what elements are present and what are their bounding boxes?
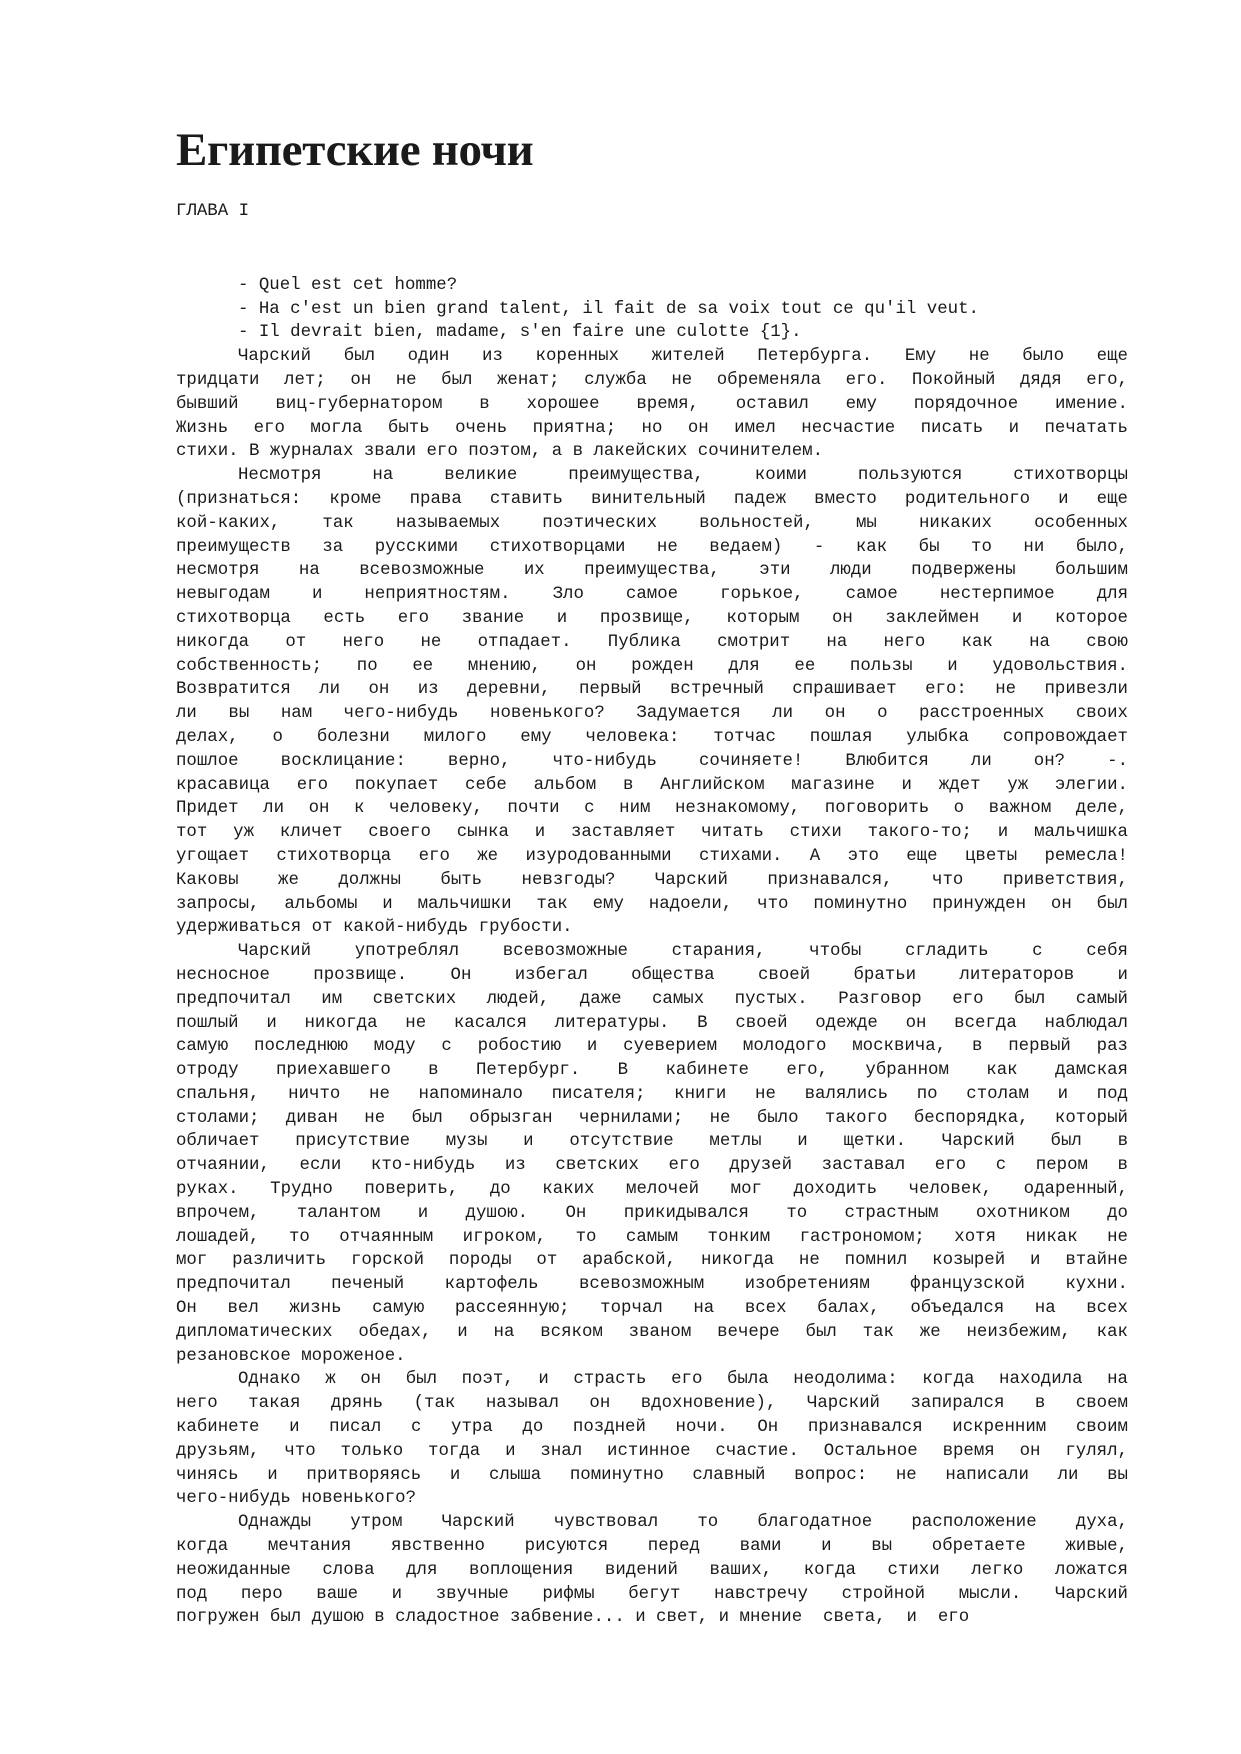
paragraph-line: Несмотря на великие преимущества, коими пользуются стихотворцы: [238, 466, 1128, 486]
chapter-heading: ГЛАВА I: [176, 202, 250, 221]
paragraph-line: кой-каких, так называемых поэтических вольностей, мы никаких особенных: [176, 513, 1128, 533]
paragraph-line: когда мечтания явственно рисуются перед вами и вы обретаете живые,: [176, 1537, 1128, 1557]
paragraph-line: столами; диван не был обрызган чернилами; не было такого беспорядка, который: [176, 1108, 1128, 1128]
paragraph-line: спальня, ничто не напоминало писателя; книги не валялись по столам и под: [176, 1084, 1128, 1104]
paragraph-line: запросы, альбомы и мальчишки так ему надоели, что поминутно принужден он был: [176, 894, 1128, 914]
paragraph-line: Однако ж он был поэт, и страсть его была неодолима: когда находила на: [238, 1370, 1128, 1390]
paragraph: [176, 940, 1128, 1368]
paragraph-line: предпочитал им светских людей, даже самых пустых. Разговор его был самый: [176, 989, 1128, 1009]
paragraph-line: Чарский был один из коренных жителей Петербурга. Ему не было еще: [238, 347, 1128, 367]
document-body: [176, 274, 1128, 1630]
paragraph-line: тридцати лет; он не был женат; служба не обременяла его. Покойный дядя его,: [176, 370, 1128, 390]
dialogue-line: - Il devrait bien, madame, s'en faire une culotte {1}.: [238, 323, 802, 343]
paragraph-line: погружен был душою в сладостное забвение... и свет, и мнение света, и его: [176, 1608, 970, 1628]
paragraph-line: чинясь и притворяясь и слыша поминутно славный вопрос: не написали ли вы: [176, 1465, 1128, 1485]
document-title: Египетские ночи: [176, 124, 534, 176]
paragraph-line: преимуществ за русскими стихотворцами не ведаем) - как бы то ни было,: [176, 537, 1128, 557]
paragraph-line: друзьям, что только тогда и знал истинное счастие. Остальное время он гулял,: [176, 1441, 1128, 1461]
paragraph-line: никогда от него не отпадает. Публика смотрит на него как на свою: [176, 632, 1128, 652]
paragraph-line: неожиданные слова для воплощения видений ваших, когда стихи легко ложатся: [176, 1560, 1128, 1580]
paragraph-line: обличает присутствие музы и отсутствие метлы и щетки. Чарский был в: [176, 1132, 1128, 1152]
paragraph-line: Он вел жизнь самую рассеянную; торчал на всех балах, объедался на всех: [176, 1299, 1128, 1319]
paragraph-line: Возвратится ли он из деревни, первый встречный спрашивает его: не привезли: [176, 680, 1128, 700]
paragraph-line: стихотворца есть его звание и прозвище, которым он заклеймен и которое: [176, 608, 1128, 628]
paragraphs: [176, 345, 1128, 1630]
document-page: [176, 120, 1128, 1630]
paragraph-line: стихи. В журналах звали его поэтом, а в лакейских сочинителем.: [176, 442, 824, 462]
paragraph-line: (признаться: кроме права ставить винительный падеж вместо родительного и еще: [176, 489, 1128, 509]
paragraph-line: делах, о болезни милого ему человека: тотчас пошлая улыбка сопровождает: [176, 727, 1128, 747]
paragraph-line: отчаянии, если кто-нибудь из светских его друзей заставал его с пером в: [176, 1156, 1128, 1176]
paragraph-line: удерживаться от какой-нибудь грубости.: [176, 918, 573, 938]
paragraph-line: несносное прозвище. Он избегал общества своей братьи литераторов и: [176, 965, 1128, 985]
paragraph-line: несмотря на всевозможные их преимущества, эти люди подвержены большим: [176, 561, 1128, 581]
paragraph-line: Придет ли он к человеку, почти с ним незнакомому, поговорить о важном деле,: [176, 799, 1128, 819]
paragraph-line: красавица его покупает себе альбом в Английском магазине и ждет уж элегии.: [176, 775, 1128, 795]
paragraph-line: пошлый и никогда не касался литературы. В своей одежде он всегда наблюдал: [176, 1013, 1128, 1033]
paragraph-line: под перо ваше и звучные рифмы бегут навстречу стройной мысли. Чарский: [176, 1584, 1128, 1604]
paragraph-line: Каковы же должны быть невзгоды? Чарский признавался, что приветствия,: [176, 870, 1128, 890]
paragraph-line: резановское мороженое.: [176, 1346, 406, 1366]
paragraph: [176, 1511, 1128, 1630]
paragraph-line: дипломатических обедах, и на всяком званом вечере был так же неизбежим, как: [176, 1322, 1128, 1342]
paragraph-line: лошадей, то отчаянным игроком, то самым тонким гастрономом; хотя никак не: [176, 1227, 1128, 1247]
paragraph-line: руках. Трудно поверить, до каких мелочей мог доходить человек, одаренный,: [176, 1180, 1128, 1200]
paragraph-line: тот уж кличет своего сынка и заставляет читать стихи такого-то; и мальчишка: [176, 823, 1128, 843]
paragraph-line: отроду приехавшего в Петербург. В кабинете его, убранном как дамская: [176, 1061, 1128, 1081]
paragraph-line: мог различить горской породы от арабской, никогда не помнил козырей и втайне: [176, 1251, 1128, 1271]
dialogue-line: - Quel est cet homme?: [238, 275, 458, 295]
paragraph-line: ли вы нам чего-нибудь новенького? Задумается ли он о расстроенных своих: [176, 704, 1128, 724]
dialogue-line: - Ha c'est un bien grand talent, il fait de sa voix tout ce qu'il veut.: [238, 299, 979, 319]
paragraph-line: предпочитал печеный картофель всевозможным изобретениям французской кухни.: [176, 1275, 1128, 1295]
paragraph-line: собственность; по ее мнению, он рожден для ее пользы и удовольствия.: [176, 656, 1128, 676]
paragraph-line: невыгодам и неприятностям. Зло самое горькое, самое нестерпимое для: [176, 585, 1128, 605]
paragraph-line: самую последнюю моду с робостию и суеверием молодого москвича, в первый раз: [176, 1037, 1128, 1057]
paragraph-line: кабинете и писал с утра до поздней ночи. Он признавался искренним своим: [176, 1418, 1128, 1438]
paragraph-line: чего-нибудь новенького?: [176, 1489, 417, 1509]
paragraph: [176, 1368, 1128, 1511]
paragraph-line: пошлое восклицание: верно, что-нибудь сочиняете! Влюбится ли он? -.: [176, 751, 1128, 771]
paragraph-line: бывший виц-губернатором в хорошее время, оставил ему порядочное имение.: [176, 394, 1128, 414]
paragraph: [176, 345, 1128, 464]
paragraph-line: угощает стихотворца его же изуродованными стихами. А это еще цветы ремесла!: [176, 846, 1128, 866]
paragraph-line: впрочем, талантом и душою. Он прикидывался то страстным охотником до: [176, 1203, 1128, 1223]
paragraph-line: него такая дрянь (так называл он вдохновение), Чарский запирался в своем: [176, 1394, 1128, 1414]
paragraph-line: Жизнь его могла быть очень приятна; но он имел несчастие писать и печатать: [176, 418, 1128, 438]
paragraph: [176, 464, 1128, 940]
paragraph-line: Чарский употреблял всевозможные старания, чтобы сгладить с себя: [238, 942, 1128, 962]
epigraph-dialogue: [176, 274, 1128, 345]
paragraph-line: Однажды утром Чарский чувствовал то благодатное расположение духа,: [238, 1513, 1128, 1533]
